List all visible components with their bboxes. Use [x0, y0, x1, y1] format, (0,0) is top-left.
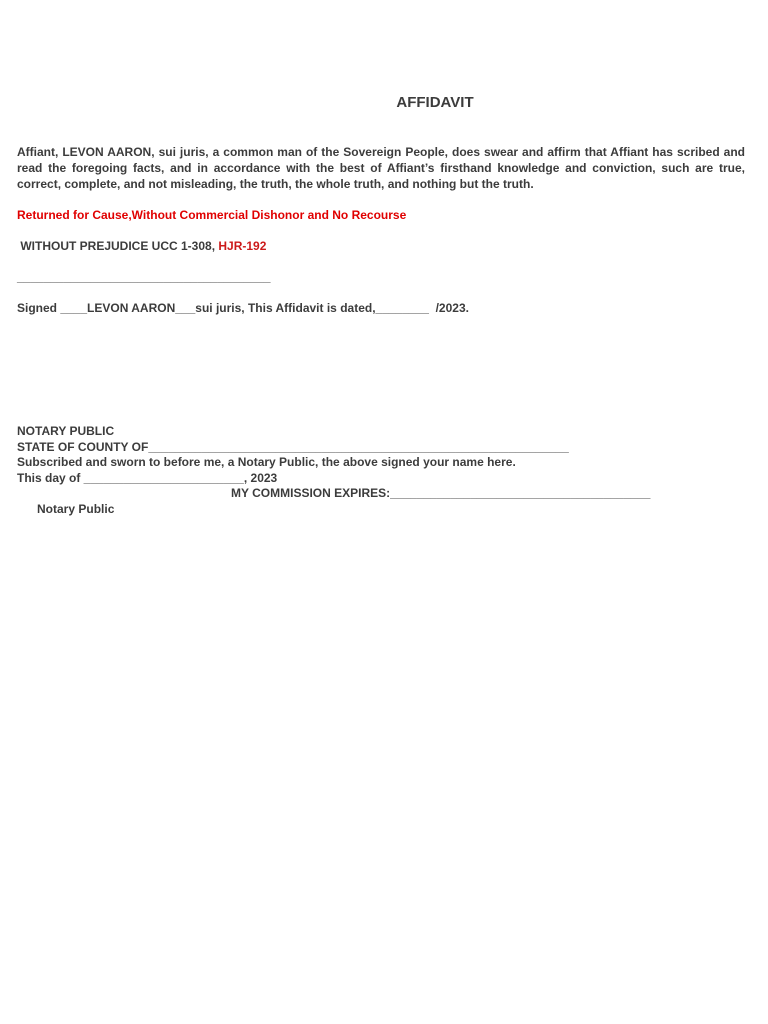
signed-dated-line: Signed ____LEVON AARON___sui juris, This Affidavit is dated,________ /2023. [17, 301, 469, 315]
notary-public-label: Notary Public [37, 501, 115, 516]
without-prejudice-line [17, 238, 745, 254]
state-county-line: STATE OF COUNTY OF_______________________________________________________________ [17, 439, 569, 454]
affiant-statement-paragraph: Affiant, LEVON AARON, sui juris, a common man of the Sovereign People, does swear and affirm that Affiant has scribed and read the foregoing facts, and in accordance with the best of Affiant’s firsthand knowledge and conviction, such are true, correct, complete, and not misleading, the truth, the whole truth, and nothing but the truth. [17, 145, 745, 191]
notary-commission-row [17, 486, 745, 548]
hjr-192-text: HJR-192 [218, 239, 267, 253]
notary-block [17, 424, 745, 549]
this-day-line: This day of ________________________, 2023 [17, 470, 278, 485]
document-title: AFFIDAVIT [396, 94, 474, 111]
subscribed-sworn-line: Subscribed and sworn to before me, a Notary Public, the above signed your name here. [17, 455, 516, 470]
without-prejudice-text: WITHOUT PREJUDICE UCC 1-308, [17, 239, 219, 253]
returned-for-cause-line: Returned for Cause,Without Commercial Dishonor and No Recourse [17, 208, 407, 222]
notary-heading: NOTARY PUBLIC [17, 424, 115, 438]
commission-expires-line: MY COMMISSION EXPIRES:_______________________________________ [231, 486, 651, 501]
signature-line: ______________________________________ [17, 270, 271, 284]
